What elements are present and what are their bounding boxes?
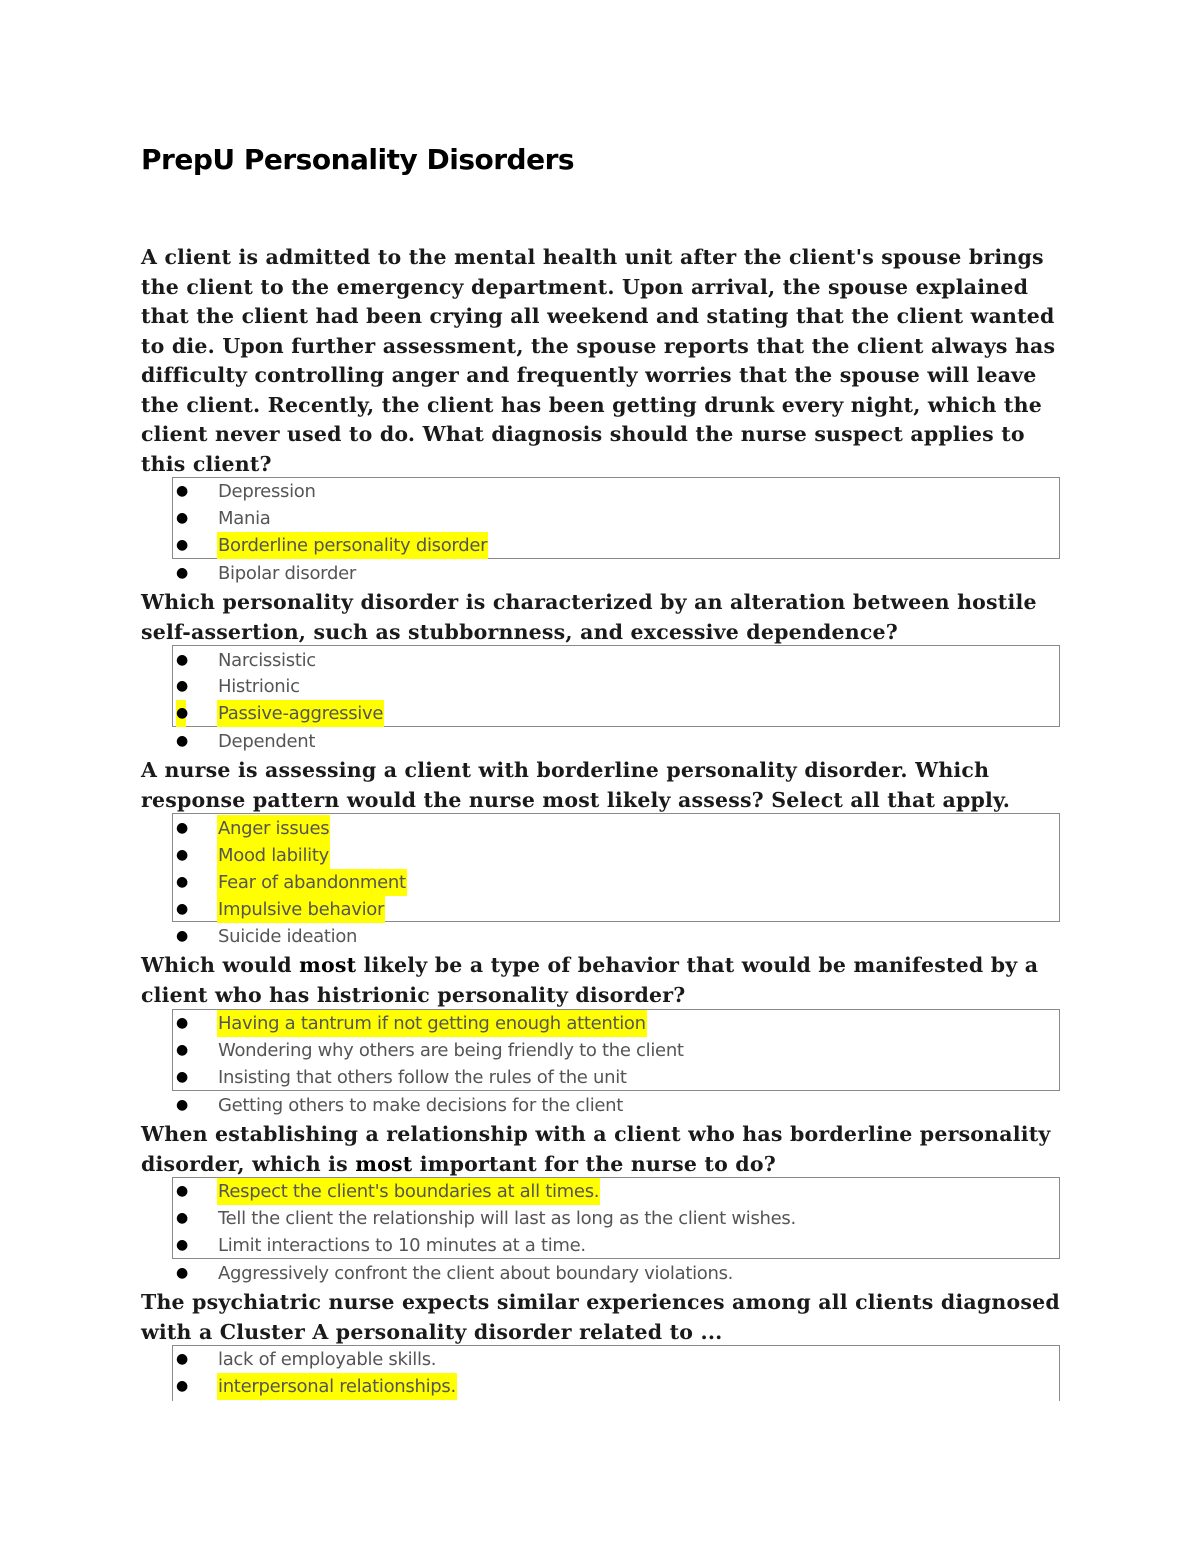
option-text: Mania <box>218 508 271 529</box>
question-line: When establishing a relationship with a client who has borderline personality <box>141 1122 1051 1146</box>
option-text: Depression <box>218 481 316 502</box>
question-line: difficulty controlling anger and frequently worries that the spouse will leave <box>141 363 1037 387</box>
question-line: client never used to do. What diagnosis should the nurse suspect applies to <box>141 422 1025 446</box>
option-text: Histrionic <box>218 676 300 697</box>
bullet-icon: ● <box>176 510 189 526</box>
bullet-icon: ● <box>176 901 189 917</box>
option-text: interpersonal relationships. <box>217 1373 457 1400</box>
question-line <box>141 951 1061 981</box>
question-line: that the client had been crying all weekend and stating that the client wanted <box>141 304 1055 328</box>
option-text: Borderline personality disorder <box>217 532 488 559</box>
question-2-text <box>141 588 1061 647</box>
bullet-icon: ● <box>176 483 189 499</box>
page-title: PrepU Personality Disorders <box>141 143 575 176</box>
emphasis-text: most <box>355 1151 413 1176</box>
bullet-icon: ● <box>176 1265 189 1281</box>
option-text: Impulsive behavior <box>217 896 385 923</box>
bullet-icon: ● <box>176 820 189 836</box>
question-line: the client to the emergency department. Upon arrival, the spouse explained <box>141 274 1029 299</box>
bullet-icon: ● <box>176 928 189 944</box>
question-line: A nurse is assessing a client with borderline personality disorder. Which <box>141 758 990 782</box>
question-4-text <box>141 951 1061 1010</box>
bullet-icon: ● <box>176 565 189 581</box>
question-line: this client? <box>141 451 272 476</box>
bullet-icon: ● <box>176 874 189 890</box>
bullet-icon: ● <box>176 1097 189 1113</box>
option-text: Passive-aggressive <box>217 700 384 727</box>
option-text: Insisting that others follow the rules of the unit <box>218 1067 627 1088</box>
option-text: Tell the client the relationship will last as long as the client wishes. <box>218 1208 796 1229</box>
bullet-icon: ● <box>176 1378 189 1394</box>
option-text: Aggressively confront the client about boundary violations. <box>218 1263 734 1284</box>
option-text: Respect the client's boundaries at all times. <box>217 1178 600 1205</box>
bullet-icon: ● <box>176 537 189 553</box>
option-text: Mood lability <box>217 842 330 869</box>
option-text: Getting others to make decisions for the client <box>218 1095 624 1116</box>
option-text: Narcissistic <box>218 650 316 671</box>
bullet-icon: ● <box>176 1183 189 1199</box>
question-1-text <box>141 243 1061 479</box>
question-3-text <box>141 756 1061 815</box>
question-6-text <box>141 1288 1061 1347</box>
option-text: Wondering why others are being friendly to the client <box>218 1040 684 1061</box>
question-line: self-assertion, such as stubbornness, and excessive dependence? <box>141 619 898 644</box>
bullet-icon: ● <box>176 678 189 694</box>
emphasis-text: most <box>299 953 357 977</box>
question-line: response pattern would the nurse most likely assess? Select all that apply. <box>141 787 1011 812</box>
option-text: Fear of abandonment <box>217 869 407 896</box>
bullet-icon: ● <box>176 700 186 727</box>
option-text: Suicide ideation <box>218 926 358 947</box>
option-text: Bipolar disorder <box>218 563 356 584</box>
question-line: The psychiatric nurse expects similar experiences among all clients diagnosed <box>141 1290 1060 1314</box>
question-line: Which personality disorder is characterized by an alteration between hostile <box>141 590 1037 614</box>
bullet-icon: ● <box>176 1237 189 1253</box>
option-text: Anger issues <box>217 815 330 842</box>
bullet-icon: ● <box>176 1351 189 1367</box>
question-line <box>141 1150 1061 1180</box>
question-5-text <box>141 1120 1061 1179</box>
bullet-icon: ● <box>176 1069 189 1085</box>
question-line: to die. Upon further assessment, the spouse reports that the client always has <box>141 333 1056 358</box>
question-line-part: likely be a type of behavior that would be manifested by a <box>356 953 1039 977</box>
option-text: Dependent <box>218 731 316 752</box>
question-line: with a Cluster A personality disorder related to ... <box>141 1319 723 1344</box>
bullet-icon: ● <box>176 733 189 749</box>
question-line: A client is admitted to the mental health unit after the client's spouse brings <box>141 245 1044 269</box>
bullet-icon: ● <box>176 1015 189 1031</box>
bullet-icon: ● <box>176 847 189 863</box>
option-text: Limit interactions to 10 minutes at a time. <box>218 1235 586 1256</box>
bullet-icon: ● <box>176 1210 189 1226</box>
bullet-icon: ● <box>176 652 189 668</box>
question-line-part: Which would <box>141 953 300 977</box>
question-line-part: important for the nurse to do? <box>412 1151 776 1176</box>
bullet-icon: ● <box>176 1042 189 1058</box>
option-text: Having a tantrum if not getting enough attention <box>217 1010 647 1037</box>
question-line-part: disorder, which is <box>141 1151 356 1176</box>
option-text: lack of employable skills. <box>218 1349 437 1370</box>
question-line: client who has histrionic personality disorder? <box>141 982 686 1007</box>
question-line: the client. Recently, the client has been getting drunk every night, which the <box>141 392 1042 417</box>
